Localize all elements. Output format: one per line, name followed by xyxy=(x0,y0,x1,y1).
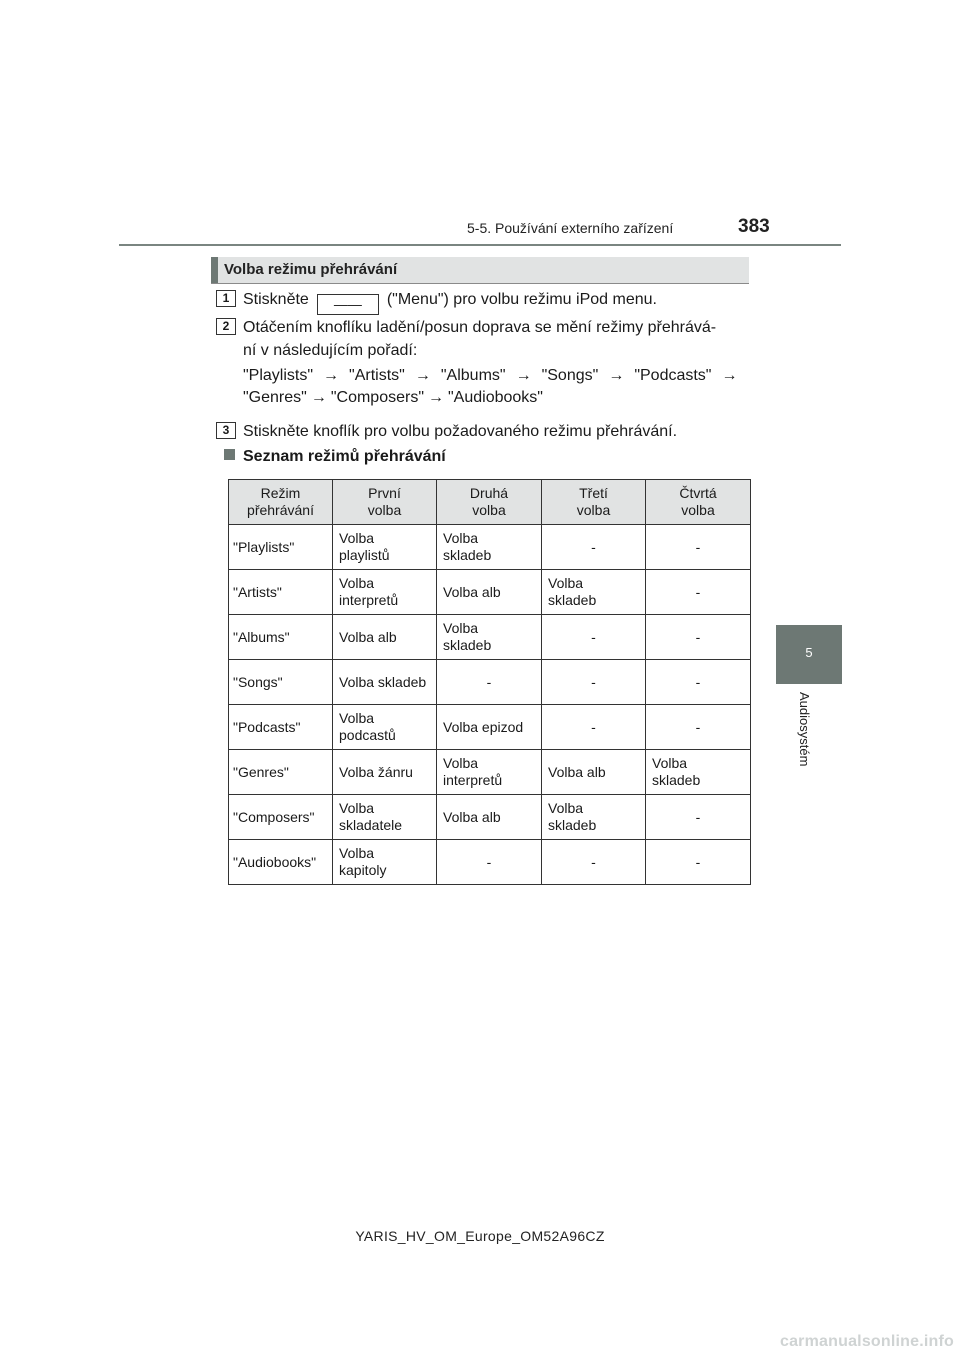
arrow-icon: → xyxy=(515,367,532,384)
chapter-number: 5 xyxy=(805,645,813,660)
table-cell-line: "Genres" xyxy=(233,763,289,780)
table-cell-line: "Composers" xyxy=(233,808,315,825)
playback-mode-cell xyxy=(229,750,333,795)
header-cell-line: volba xyxy=(472,502,506,518)
selection-cell xyxy=(646,705,751,750)
selection-cell xyxy=(333,525,437,570)
selection-cell xyxy=(646,795,751,840)
selection-cell xyxy=(333,795,437,840)
table-cell-line: "Songs" xyxy=(233,673,283,690)
selection-cell xyxy=(333,615,437,660)
selection-cell xyxy=(333,705,437,750)
arrow-icon: → xyxy=(608,367,625,384)
table-cell-line: - xyxy=(591,628,596,645)
mode-sequence-item: "Audiobooks" xyxy=(448,389,543,406)
selection-cell xyxy=(333,570,437,615)
title-accent-bar xyxy=(211,257,218,283)
selection-cell xyxy=(646,525,751,570)
table-cell-line: Volba xyxy=(443,620,479,636)
table-cell-line: - xyxy=(486,673,492,690)
table-header-cell xyxy=(646,480,751,525)
step-1-text-after: ("Menu") pro volbu režimu iPod menu. xyxy=(386,291,657,308)
table-row xyxy=(229,615,751,660)
table-cell-line: - xyxy=(591,673,596,690)
table-cell-line: Volba xyxy=(443,530,479,546)
table-header-cell xyxy=(333,480,437,525)
arrow-icon: → xyxy=(310,389,327,406)
section-header: 5-5. Používání externího zařízení xyxy=(467,220,674,236)
document-code: YARIS_HV_OM_Europe_OM52A96CZ xyxy=(355,1228,605,1244)
playback-mode-cell xyxy=(229,795,333,840)
table-cell-line: Volba xyxy=(548,575,584,591)
table-cell-line: "Artists" xyxy=(233,583,282,600)
header-cell-line: Druhá xyxy=(469,485,509,501)
step-1-number: 1 xyxy=(216,290,236,307)
header-cell-line: přehrávání xyxy=(247,502,314,518)
mode-sequence-line-2 xyxy=(243,389,543,407)
table-header-cell xyxy=(437,480,542,525)
mode-sequence-item: "Podcasts" xyxy=(634,367,712,384)
selection-cell xyxy=(333,660,437,705)
arrow-icon: → xyxy=(414,367,431,384)
arrow-icon: → xyxy=(323,367,340,384)
table-cell-line: podcastů xyxy=(339,727,396,743)
playback-mode-cell xyxy=(229,840,333,885)
square-bullet-icon xyxy=(224,449,235,460)
selection-cell xyxy=(437,795,542,840)
table-cell-line: - xyxy=(695,628,701,645)
selection-cell xyxy=(646,570,751,615)
table-cell-line: - xyxy=(591,718,596,735)
table-cell-line: interpretů xyxy=(443,772,503,788)
playback-mode-cell xyxy=(229,705,333,750)
header-cell-line: Třetí xyxy=(579,485,608,501)
step-1-text xyxy=(243,291,657,315)
table-subheading xyxy=(224,448,446,466)
selection-cell xyxy=(437,660,542,705)
playback-mode-cell xyxy=(229,660,333,705)
table-cell-line: skladatele xyxy=(339,817,403,833)
table-cell-line: skladeb xyxy=(548,592,597,608)
table-cell-line: playlistů xyxy=(339,547,390,563)
selection-cell xyxy=(646,660,751,705)
header-cell-line: volba xyxy=(576,502,611,518)
selection-cell xyxy=(437,570,542,615)
table-cell-line: Volba skladeb xyxy=(339,673,427,690)
table-cell-line: - xyxy=(695,538,701,555)
table-row xyxy=(229,525,751,570)
table-head xyxy=(229,480,751,525)
table-row xyxy=(229,570,751,615)
section-title-bar xyxy=(211,257,749,284)
table-cell-line: Volba alb xyxy=(443,808,501,825)
table-header-cell xyxy=(229,480,333,525)
chapter-label: Audiosystém xyxy=(797,692,812,767)
table-cell-line: skladeb xyxy=(652,772,701,788)
step-2-line-1: Otáčením knoflíku ladění/posun doprava se mění režimy přehrává- xyxy=(243,319,717,336)
table-cell-line: - xyxy=(486,853,492,870)
table-cell-line: skladeb xyxy=(548,817,597,833)
table-cell-line: Volba xyxy=(548,800,584,816)
mode-sequence-item: "Artists" xyxy=(349,367,405,384)
selection-cell xyxy=(646,840,751,885)
selection-cell xyxy=(542,615,646,660)
header-cell-line: volba xyxy=(367,502,402,518)
selection-cell xyxy=(437,840,542,885)
playback-mode-cell xyxy=(229,525,333,570)
mode-sequence-line-1 xyxy=(243,367,747,385)
table-cell-line: Volba xyxy=(443,755,479,771)
selection-cell xyxy=(542,840,646,885)
arrow-icon: → xyxy=(428,389,444,406)
selection-cell xyxy=(542,660,646,705)
mode-sequence-item: "Songs" xyxy=(541,367,599,384)
table-header-row xyxy=(229,480,751,525)
selection-cell xyxy=(437,525,542,570)
table-cell-line: - xyxy=(695,808,701,825)
step-1-text-before: Stiskněte xyxy=(243,291,309,308)
table-cell-line: Volba žánru xyxy=(339,763,413,780)
menu-button-icon: —— xyxy=(317,294,379,315)
selection-cell xyxy=(646,615,751,660)
table-subheading-text: Seznam režimů přehrávání xyxy=(243,448,446,465)
page-number: 383 xyxy=(738,216,770,237)
selection-cell xyxy=(437,750,542,795)
selection-cell xyxy=(542,570,646,615)
table-cell-line: Volba epizod xyxy=(443,718,524,735)
table-row xyxy=(229,660,751,705)
table-cell-line: - xyxy=(695,718,701,735)
table-cell-line: - xyxy=(695,583,701,600)
table-row xyxy=(229,750,751,795)
table-cell-line: "Podcasts" xyxy=(233,718,301,735)
mode-sequence-item: "Genres" xyxy=(243,389,307,406)
table-cell-line: interpretů xyxy=(339,592,399,608)
table-cell-line: Volba xyxy=(339,530,375,546)
step-3-number: 3 xyxy=(216,422,236,439)
selection-cell xyxy=(437,705,542,750)
playback-modes-table xyxy=(228,479,751,885)
table-cell-line: "Albums" xyxy=(233,628,290,645)
header-cell-line: volba xyxy=(681,502,715,518)
chapter-tab xyxy=(776,625,842,684)
playback-mode-cell xyxy=(229,570,333,615)
arrow-icon: → xyxy=(721,367,738,384)
table-row xyxy=(229,795,751,840)
header-divider xyxy=(119,244,841,246)
selection-cell xyxy=(542,525,646,570)
selection-cell xyxy=(437,615,542,660)
selection-cell xyxy=(542,705,646,750)
table-row xyxy=(229,705,751,750)
mode-sequence-item: "Albums" xyxy=(440,367,506,384)
table-cell-line: "Audiobooks" xyxy=(233,853,317,870)
selection-cell xyxy=(333,840,437,885)
table-header-cell xyxy=(542,480,646,525)
table-cell-line: skladeb xyxy=(443,637,492,653)
table-cell-line: Volba alb xyxy=(548,763,606,780)
header-cell-line: První xyxy=(368,485,401,501)
table-cell-line: Volba alb xyxy=(443,583,501,600)
table-cell-line: skladeb xyxy=(443,547,492,563)
table-cell-line: - xyxy=(591,538,596,555)
table-row xyxy=(229,840,751,885)
selection-cell xyxy=(333,750,437,795)
table-cell-line: kapitoly xyxy=(339,862,387,878)
table-cell-line: Volba xyxy=(339,575,375,591)
playback-mode-cell xyxy=(229,615,333,660)
header-cell-line: Režim xyxy=(260,485,301,501)
selection-cell xyxy=(542,795,646,840)
table-body xyxy=(229,525,751,885)
watermark: carmanualsonline.info xyxy=(779,1333,954,1350)
table-cell-line: Volba xyxy=(339,710,375,726)
table-cell-line: Volba xyxy=(339,845,375,861)
selection-cell xyxy=(646,750,751,795)
header-cell-line: Čtvrtá xyxy=(679,485,717,501)
table-cell-line: "Playlists" xyxy=(233,538,295,555)
mode-sequence-item: "Composers" xyxy=(330,389,424,406)
table-cell-line: Volba alb xyxy=(339,628,397,645)
table-cell-line: - xyxy=(695,853,701,870)
step-2-number: 2 xyxy=(216,318,236,335)
selection-cell xyxy=(542,750,646,795)
section-title: Volba režimu přehrávání xyxy=(224,261,398,278)
table-cell-line: Volba xyxy=(652,755,688,771)
step-3-text: Stiskněte knoflík pro volbu požadovaného režimu přehrávání. xyxy=(243,423,678,440)
table-cell-line: - xyxy=(695,673,701,690)
table-cell-line: Volba xyxy=(339,800,375,816)
mode-sequence-item: "Playlists" xyxy=(243,367,314,384)
table-cell-line: - xyxy=(591,853,596,870)
step-2-line-2: ní v následujícím pořadí: xyxy=(243,342,418,359)
